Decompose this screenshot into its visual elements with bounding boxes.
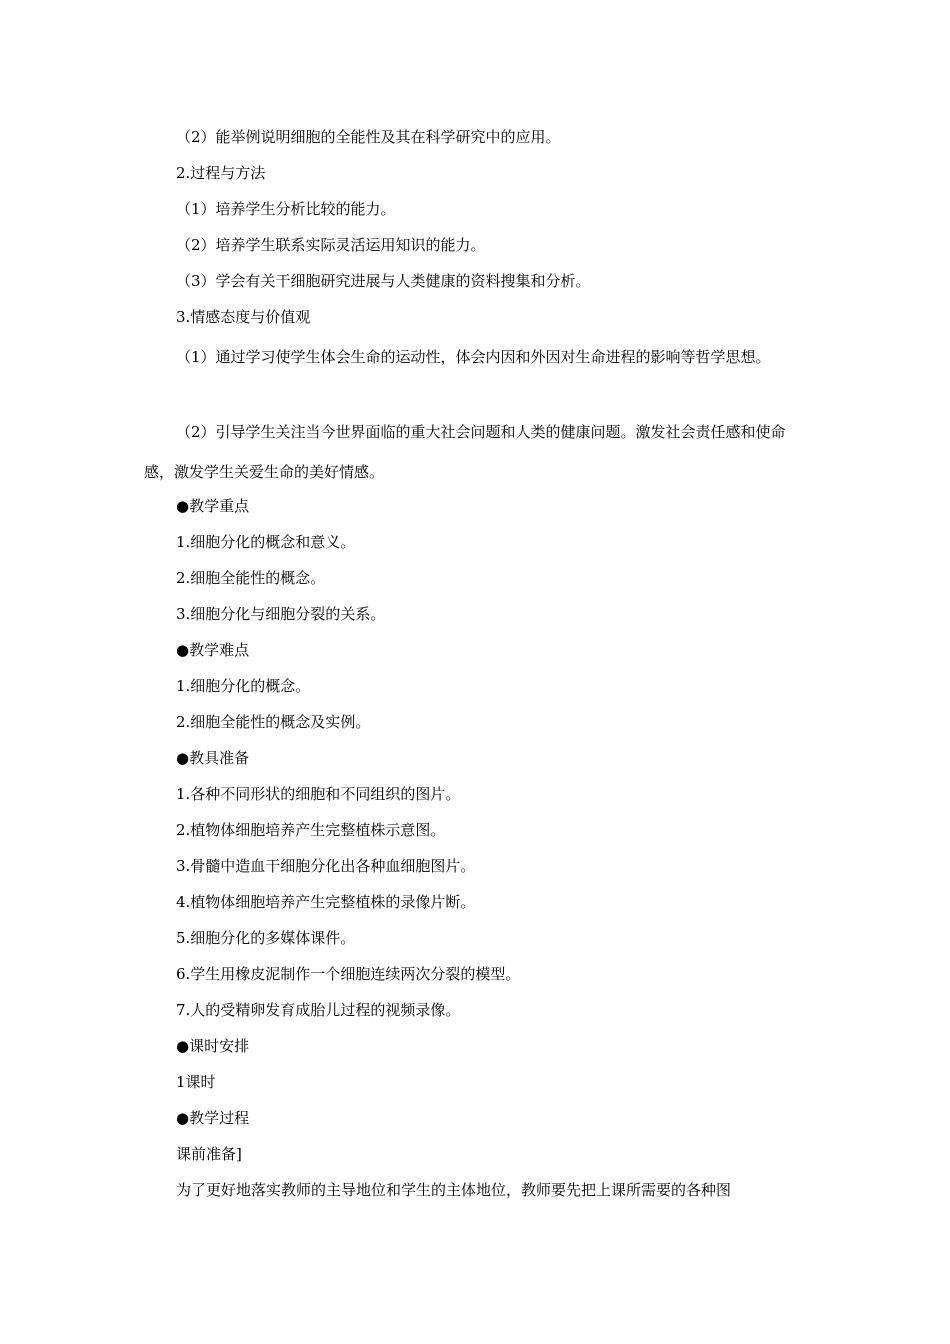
process-item-2: （2）培养学生联系实际灵活运用知识的能力。 [176, 236, 486, 254]
heading-teaching-focus: ●教学重点 [176, 497, 250, 515]
heading-teaching-aids: ●教具准备 [176, 749, 250, 767]
pre-class-preparation: 课前准备] [176, 1145, 242, 1163]
emotion-item-1: （1）通过学习使学生体会生命的运动性，体会内因和外因对生命进程的影响等哲学思想。 [176, 348, 771, 366]
pre-class-paragraph: 为了更好地落实教师的主导地位和学生的主体地位，教师要先把上课所需要的各种图 [176, 1181, 732, 1199]
focus-item-3: 3.细胞分化与细胞分裂的关系。 [176, 605, 386, 623]
heading-class-schedule: ●课时安排 [176, 1037, 250, 1055]
process-item-1: （1）培养学生分析比较的能力。 [176, 200, 396, 218]
class-hours: 1课时 [176, 1073, 216, 1091]
focus-item-2: 2.细胞全能性的概念。 [176, 569, 326, 587]
aids-item-2: 2.植物体细胞培养产生完整植株示意图。 [176, 821, 446, 839]
aids-item-4: 4.植物体细胞培养产生完整植株的录像片断。 [176, 893, 476, 911]
aids-item-3: 3.骨髓中造血干细胞分化出各种血细胞图片。 [176, 857, 476, 875]
heading-emotion-values: 3.情感态度与价值观 [176, 308, 311, 326]
aids-item-1: 1.各种不同形状的细胞和不同组织的图片。 [176, 785, 461, 803]
aids-item-6: 6.学生用橡皮泥制作一个细胞连续两次分裂的模型。 [176, 965, 521, 983]
aids-item-7: 7.人的受精卵发育成胎儿过程的视频录像。 [176, 1001, 461, 1019]
difficulty-item-2: 2.细胞全能性的概念及实例。 [176, 713, 371, 731]
heading-teaching-difficulty: ●教学难点 [176, 641, 250, 659]
focus-item-1: 1.细胞分化的概念和意义。 [176, 533, 356, 551]
difficulty-item-1: 1.细胞分化的概念。 [176, 677, 311, 695]
objective-knowledge-2: （2）能举例说明细胞的全能性及其在科学研究中的应用。 [176, 128, 561, 146]
aids-item-5: 5.细胞分化的多媒体课件。 [176, 929, 356, 947]
heading-process-methods: 2.过程与方法 [176, 164, 266, 182]
heading-teaching-process: ●教学过程 [176, 1109, 250, 1127]
process-item-3: （3）学会有关干细胞研究进展与人类健康的资料搜集和分析。 [176, 272, 591, 290]
emotion-item-2: （2）引导学生关注当今世界面临的重大社会问题和人类的健康问题。激发社会责任感和使命感，激发学生关爱生命的美好情感。 [144, 423, 786, 481]
